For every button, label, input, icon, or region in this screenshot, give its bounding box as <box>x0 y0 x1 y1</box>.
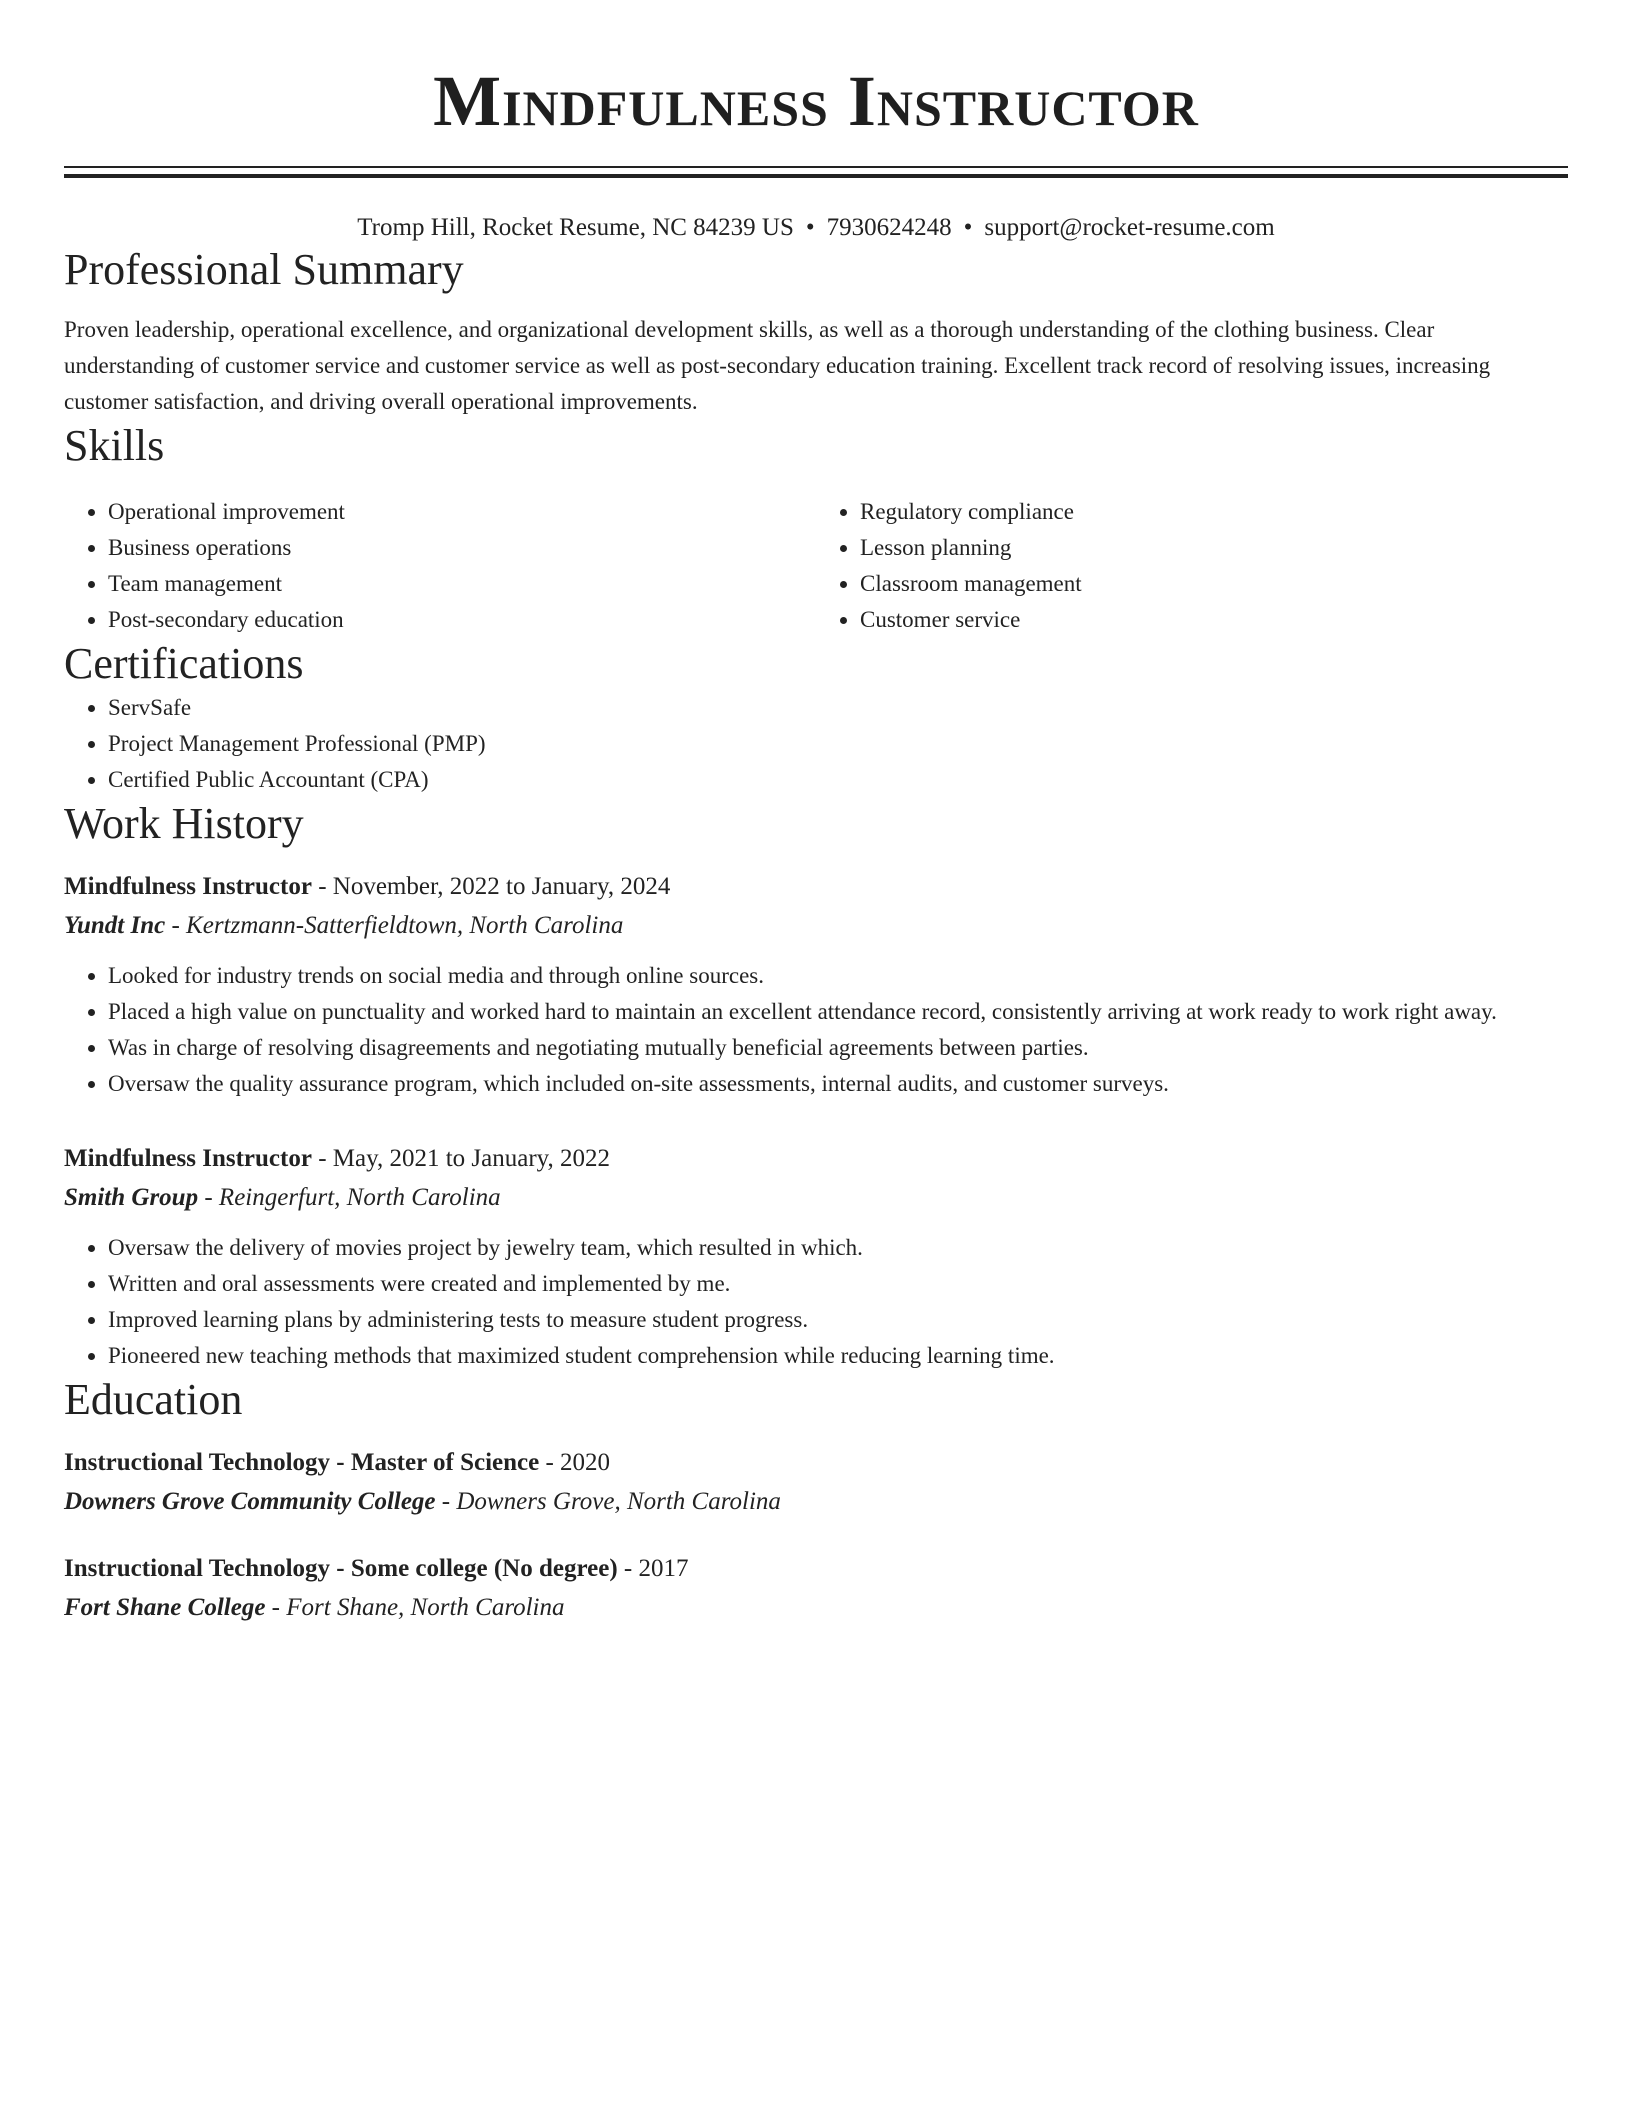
certification-item: • Certified Public Accountant (CPA) <box>108 762 1568 798</box>
skill-item: • Customer service <box>860 602 1568 638</box>
certification-item: • Project Management Professional (PMP) <box>108 726 1568 762</box>
summary-text: Proven leadership, operational excellence, and organizational development skills, as well as a thorough understanding of the clothing business. Clear understanding of customer service and customer service as well as post-secondary education training. Excellent track record of resolving issues, increasing customer satisfaction, and driving overall operational improvements. <box>64 317 1491 414</box>
job-duty: • Looked for industry trends on social media and through online sources. <box>108 958 1568 994</box>
education-degree: Instructional Technology - Some college (No degree) <box>64 1555 618 1582</box>
skills-heading: Skills <box>64 421 165 470</box>
job-duty: • Oversaw the delivery of movies project by jewelry team, which resulted in which. <box>108 1230 1568 1266</box>
skill-item: • Operational improvement <box>108 494 816 530</box>
job-company-line <box>64 1178 1568 1218</box>
skill-item: • Team management <box>108 566 816 602</box>
job-duty: • Pioneered new teaching methods that maximized student comprehension while reducing learning time. <box>108 1338 1568 1374</box>
contact-separator: • <box>805 214 815 241</box>
certifications-heading: Certifications <box>64 639 304 688</box>
skills-column-right <box>816 494 1568 638</box>
education-degree-line <box>64 1550 1568 1588</box>
skill-item: • Post-secondary education <box>108 602 816 638</box>
job-dates: - May, 2021 to January, 2022 <box>311 1145 611 1172</box>
job-duties <box>64 958 1568 1102</box>
job-location: - Kertzmann-Satterfieldtown, North Carolina <box>165 912 624 939</box>
contact-line <box>64 212 1568 244</box>
summary-heading: Professional Summary <box>64 245 464 294</box>
skills-column-left <box>64 494 816 638</box>
job-company-line <box>64 906 1568 946</box>
education-location: - Fort Shane, North Carolina <box>265 1594 565 1621</box>
job-duty: • Placed a high value on punctuality and worked hard to maintain an excellent attendance record, consistently arriving at work ready to work right away. <box>108 994 1568 1030</box>
certifications-list <box>64 690 1568 798</box>
education-location: - Downers Grove, North Carolina <box>435 1488 781 1515</box>
job-title-line <box>64 868 1568 906</box>
skill-item: • Lesson planning <box>860 530 1568 566</box>
education-school: Fort Shane College <box>64 1594 266 1621</box>
education-heading: Education <box>64 1375 243 1424</box>
work-history-heading: Work History <box>64 799 304 848</box>
education-year: - 2017 <box>617 1555 689 1582</box>
header-divider-thin <box>64 166 1568 168</box>
education-degree: Instructional Technology - Master of Science <box>64 1449 540 1476</box>
job-duty: • Was in charge of resolving disagreements and negotiating mutually beneficial agreements between parties. <box>108 1030 1568 1066</box>
contact-separator: • <box>963 214 973 241</box>
job-title: Mindfulness Instructor <box>64 1145 312 1172</box>
skill-item: • Business operations <box>108 530 816 566</box>
contact-email: support@rocket-resume.com <box>984 214 1275 241</box>
job-location: - Reingerfurt, North Carolina <box>198 1184 501 1211</box>
education-school: Downers Grove Community College <box>64 1488 436 1515</box>
certification-item: • ServSafe <box>108 690 1568 726</box>
job-company: Yundt Inc <box>64 912 166 939</box>
header-divider-thick <box>64 174 1568 178</box>
contact-phone: 7930624248 <box>826 214 952 241</box>
job-duty: • Improved learning plans by administering tests to measure student progress. <box>108 1302 1568 1338</box>
job-duty: • Written and oral assessments were created and implemented by me. <box>108 1266 1568 1302</box>
job-duty: • Oversaw the quality assurance program, which included on-site assessments, internal audits, and customer surveys. <box>108 1066 1568 1102</box>
education-year: - 2020 <box>539 1449 611 1476</box>
job-company: Smith Group <box>64 1184 199 1211</box>
skill-item: • Regulatory compliance <box>860 494 1568 530</box>
job-title: Mindfulness Instructor <box>64 873 312 900</box>
job-duties <box>64 1230 1568 1374</box>
job-entry <box>64 868 1568 1102</box>
education-entry <box>64 1444 1568 1522</box>
resume-name: Mindfulness Instructor <box>433 61 1199 141</box>
education-school-line <box>64 1482 1568 1522</box>
job-entry <box>64 1140 1568 1374</box>
education-degree-line <box>64 1444 1568 1482</box>
job-dates: - November, 2022 to January, 2024 <box>311 873 671 900</box>
education-school-line <box>64 1588 1568 1628</box>
contact-address: Tromp Hill, Rocket Resume, NC 84239 US <box>357 214 794 241</box>
skill-item: • Classroom management <box>860 566 1568 602</box>
job-title-line <box>64 1140 1568 1178</box>
skills-list <box>64 494 1568 638</box>
education-entry <box>64 1550 1568 1628</box>
